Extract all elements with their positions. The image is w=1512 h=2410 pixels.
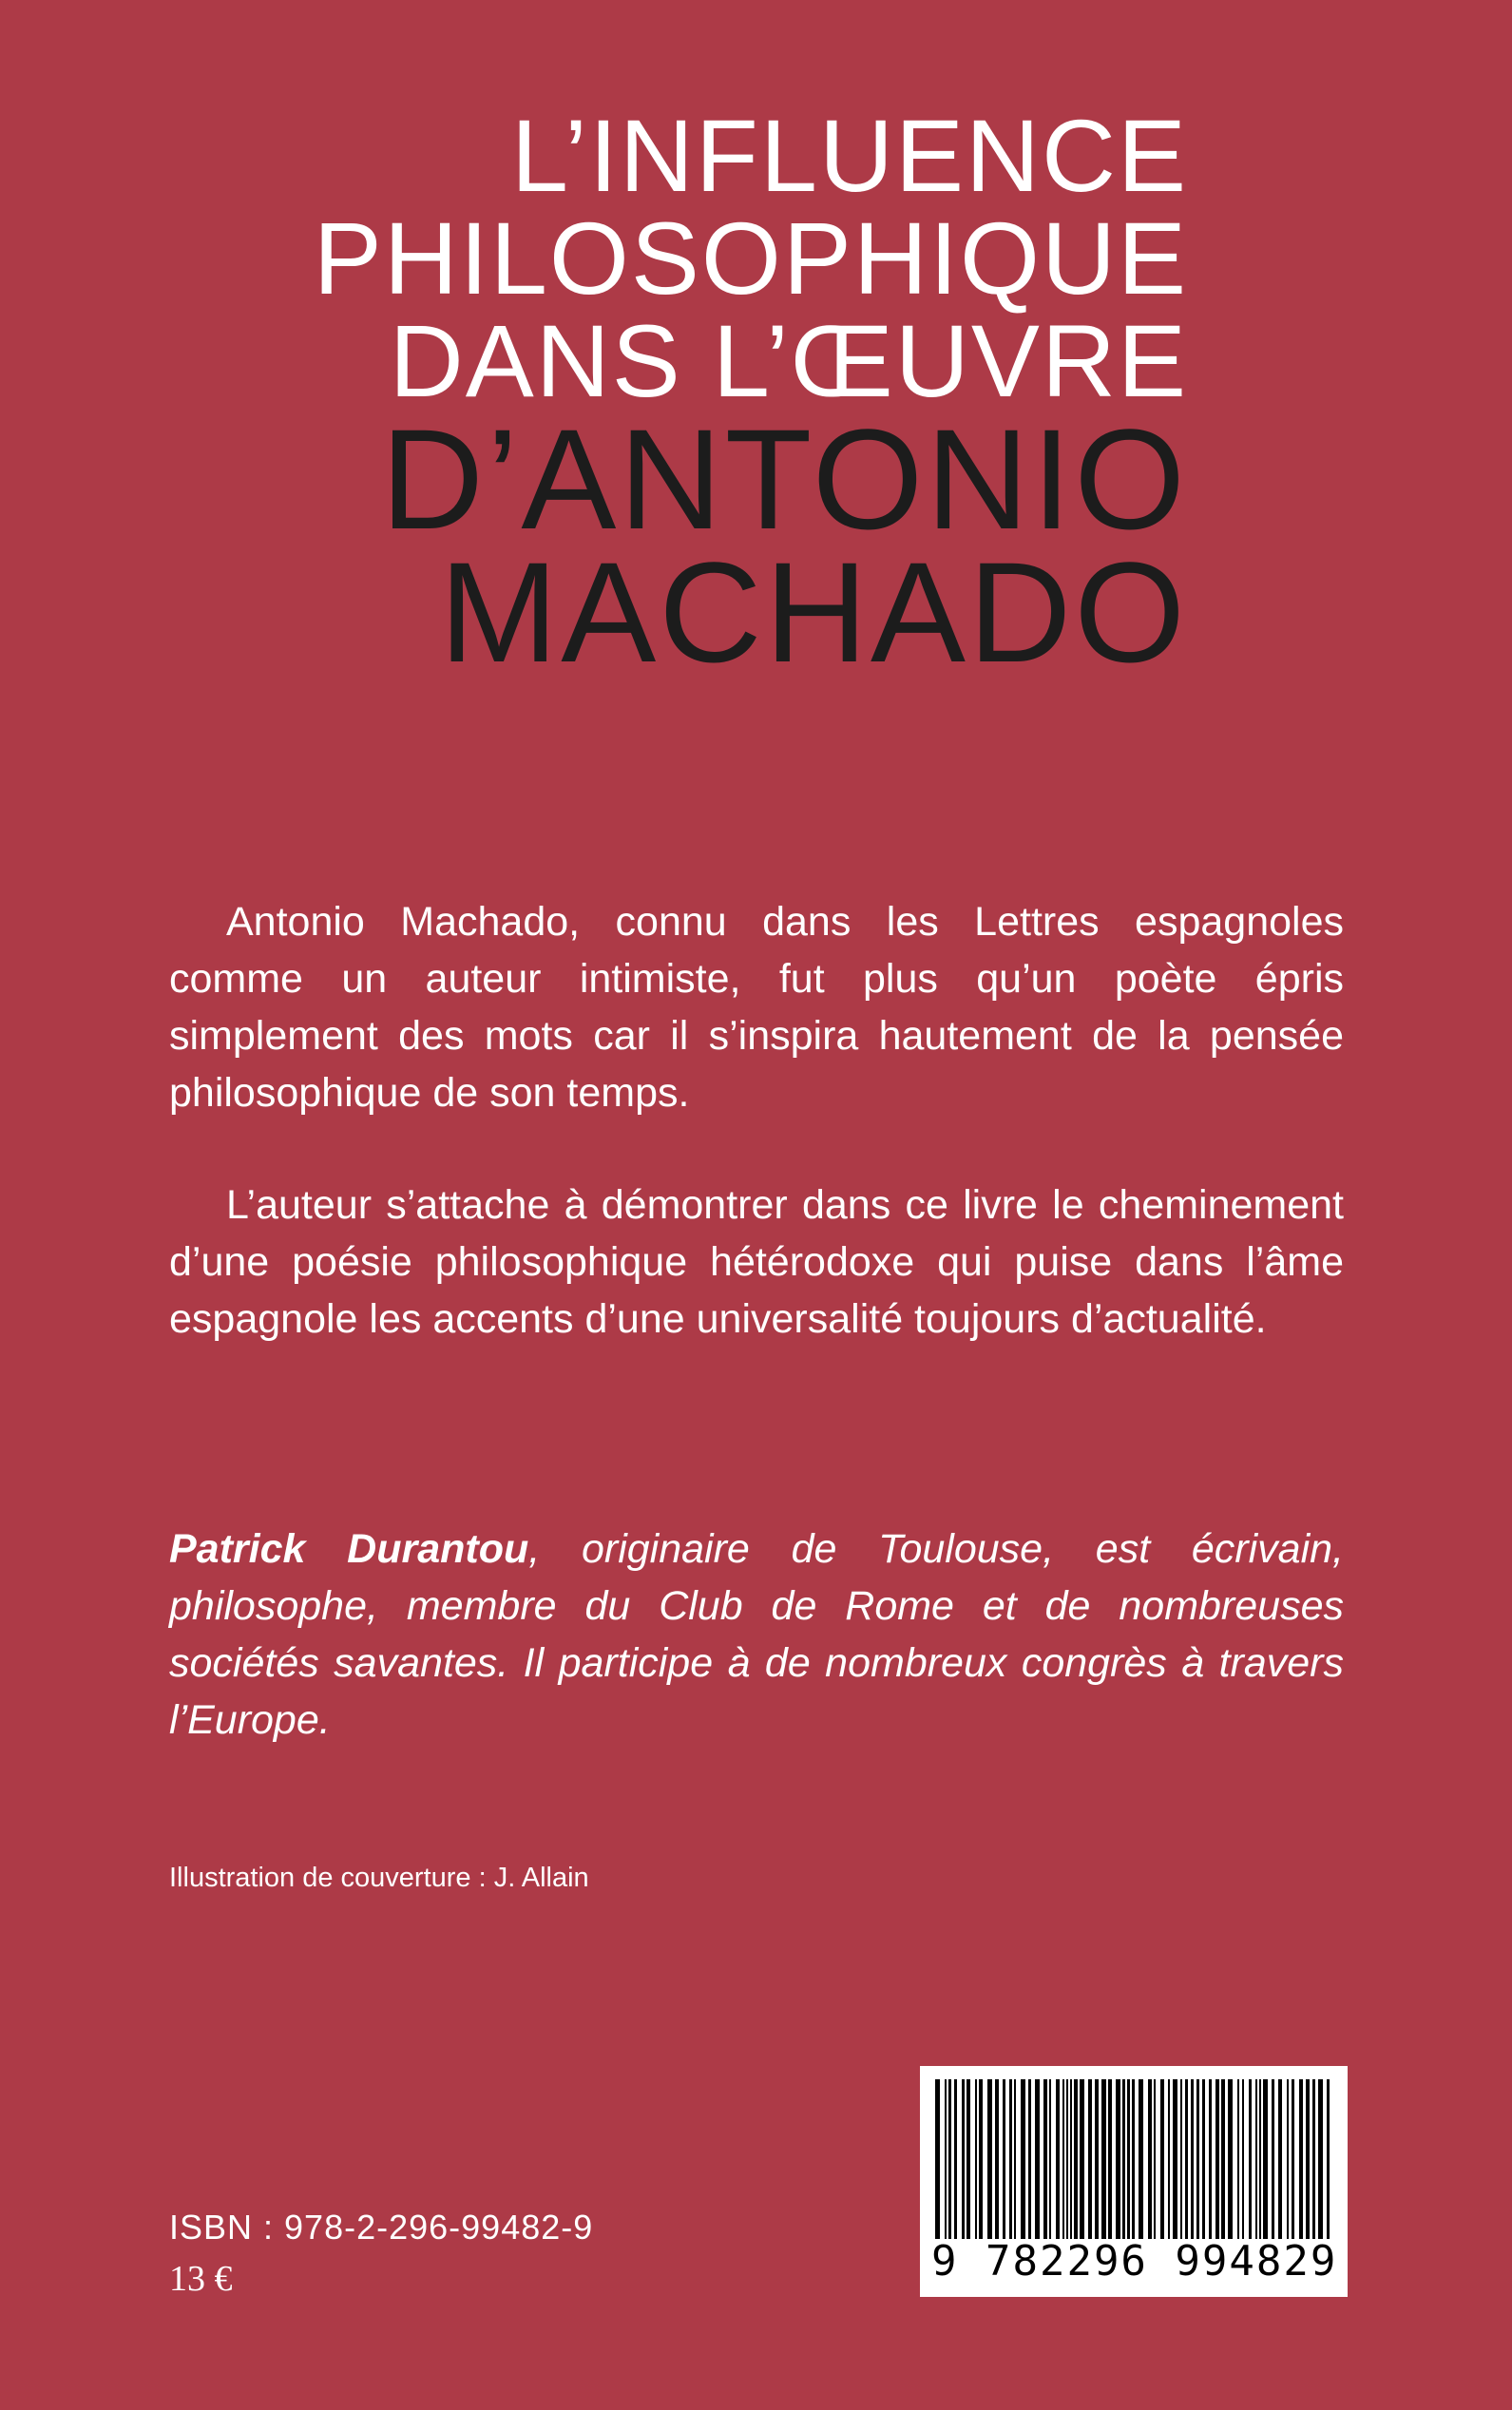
barcode-bar — [1272, 2079, 1274, 2239]
barcode-bar — [1221, 2079, 1225, 2239]
barcode-bar — [1287, 2079, 1289, 2239]
barcode-bar — [1299, 2079, 1303, 2239]
barcode-bar — [979, 2079, 983, 2239]
barcode-bar — [1080, 2079, 1084, 2239]
author-bio-text: , originaire de Toulouse, est écrivain, philosophe, membre du Club de Rome et de nombreuses sociétés savantes. Il participe à de nombreux congrès à travers l’Europe. — [169, 1526, 1344, 1743]
title-line-2: PHILOSOPHIQUE — [313, 201, 1188, 316]
barcode-bar — [967, 2079, 970, 2239]
barcode-bar — [1062, 2079, 1064, 2239]
barcode-bar — [935, 2079, 940, 2239]
barcode-bar — [1185, 2079, 1188, 2239]
barcode-bar — [1209, 2079, 1212, 2239]
barcode-digits: 9 782296 994829 — [931, 2237, 1338, 2286]
barcode-bar — [1009, 2079, 1012, 2239]
barcode-bar — [1108, 2079, 1112, 2239]
barcode-bar — [975, 2079, 977, 2239]
barcode-bar — [1255, 2079, 1257, 2239]
barcode-bar — [1132, 2079, 1135, 2239]
barcode-bar — [1228, 2079, 1233, 2239]
barcode-bar — [1014, 2079, 1016, 2239]
barcode-bar — [1122, 2079, 1125, 2239]
barcode-bars — [933, 2079, 1334, 2239]
barcode-bar — [954, 2079, 957, 2239]
barcode-bar — [1035, 2079, 1040, 2239]
barcode-bar — [1312, 2079, 1315, 2239]
title-line-3: DANS L’ŒUVRE — [389, 303, 1188, 418]
barcode-bar — [1056, 2079, 1060, 2239]
barcode-bar — [1306, 2079, 1310, 2239]
title-line-4: D’ANTONIO — [380, 399, 1188, 559]
barcode-bar — [1003, 2079, 1005, 2239]
barcode-bar — [1292, 2079, 1294, 2239]
barcode-bar — [1070, 2079, 1072, 2239]
barcode-bar — [1074, 2079, 1078, 2239]
barcode-bar — [1259, 2079, 1261, 2239]
barcode-bar — [1139, 2079, 1143, 2239]
barcode-bar — [1318, 2079, 1323, 2239]
barcode-bar — [1249, 2079, 1252, 2239]
title-line-5: MACHADO — [439, 532, 1188, 692]
barcode-bar — [962, 2079, 965, 2239]
barcode-bar — [1202, 2079, 1205, 2239]
barcode-bar — [1066, 2079, 1068, 2239]
barcode-bar — [1327, 2079, 1330, 2239]
barcode-bar — [1154, 2079, 1156, 2239]
barcode-bar — [1148, 2079, 1152, 2239]
barcode-bar — [1043, 2079, 1047, 2239]
book-title — [285, 98, 1188, 692]
barcode-bar — [995, 2079, 999, 2239]
author-bio — [169, 1521, 1344, 1749]
barcode-bar — [1215, 2079, 1219, 2239]
barcode-bar — [1263, 2079, 1268, 2239]
title-line-1: L’INFLUENCE — [510, 98, 1188, 213]
barcode-bar — [1088, 2079, 1092, 2239]
isbn: ISBN : 978-2-296-99482-9 — [169, 2208, 594, 2247]
barcode-bar — [1101, 2079, 1106, 2239]
barcode-bar — [1278, 2079, 1282, 2239]
barcode-bar — [1021, 2079, 1025, 2239]
barcode-bar — [1237, 2079, 1239, 2239]
barcode-bar — [1173, 2079, 1177, 2239]
barcode-bar — [1191, 2079, 1194, 2239]
barcode-bar — [948, 2079, 951, 2239]
illustration-credit: Illustration de couverture : J. Allain — [169, 1863, 589, 1893]
blurb-paragraph-1: Antonio Machado, connu dans les Lettres espagnoles comme un auteur intimiste, fut plus qu’un poète épris simplement des mots car il s’inspira hautement de la pensée philosophique de son temps. — [169, 899, 1344, 1116]
barcode-bar — [1160, 2079, 1164, 2239]
barcode-bar — [1242, 2079, 1244, 2239]
barcode-bar — [1095, 2079, 1099, 2239]
barcode-bar — [1127, 2079, 1130, 2239]
barcode-bar — [1028, 2079, 1031, 2239]
barcode-bar — [1196, 2079, 1199, 2239]
barcode-bar — [1168, 2079, 1170, 2239]
price: 13 € — [169, 2259, 233, 2299]
barcode-bar — [1180, 2079, 1182, 2239]
author-name: Patrick Durantou — [169, 1526, 529, 1572]
summary-blurb — [169, 893, 1344, 1403]
barcode-bar — [1049, 2079, 1051, 2239]
barcode-bar — [1116, 2079, 1120, 2239]
barcode-bar — [987, 2079, 992, 2239]
barcode — [920, 2066, 1348, 2297]
barcode-bar — [945, 2079, 947, 2239]
blurb-paragraph-2: L’auteur s’attache à démontrer dans ce livre le cheminement d’une poésie philosophique hétérodoxe qui puise dans l’âme espagnole les accents d’une universalité toujours d’actualité. — [169, 1182, 1344, 1342]
